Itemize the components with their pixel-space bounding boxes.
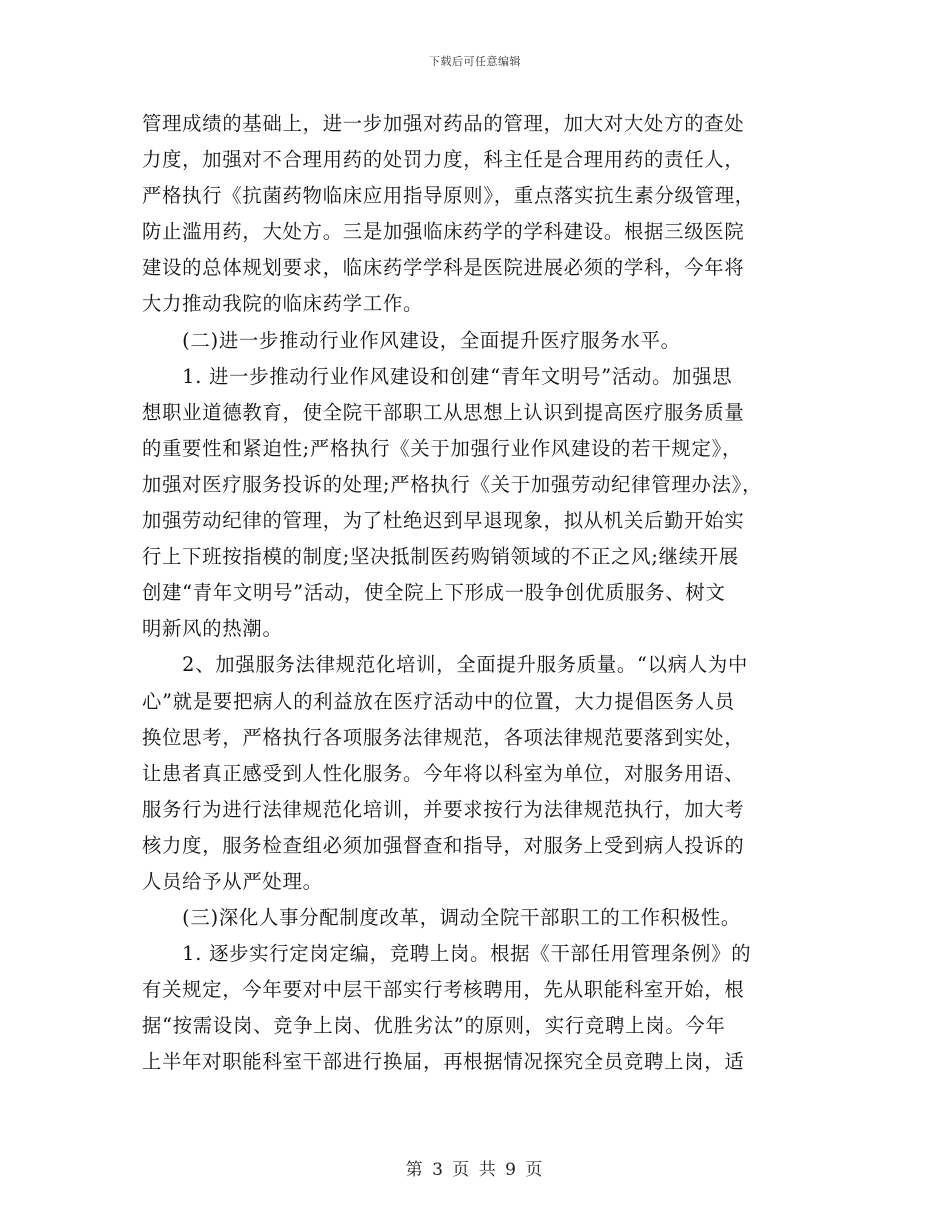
text-line: 管理成绩的基础上，进一步加强对药品的管理，加大对大处方的查处	[142, 112, 745, 135]
text-line: 行上下班按指模的制度;坚决抵制医药购销领域的不正之风;继续开展	[142, 545, 739, 569]
text-line: 加强对医疗服务投诉的处理;严格执行《关于加强劳动纪律管理办法》，	[142, 472, 763, 496]
text-line: 人员给予从严处理。	[142, 869, 323, 893]
text-line: 核力度，服务检查组必须加强督查和指导，对服务上受到病人投诉的	[142, 833, 745, 857]
text-line: 大力推动我院的临床药学工作。	[142, 292, 424, 316]
text-line: 创建“青年文明号”活动，使全院上下形成一股争创优质服务、树文	[142, 581, 726, 605]
section-heading: (三)深化人事分配制度改革，调动全院干部职工的工作积极性。	[142, 906, 741, 930]
page-number-footer: 第 3 页 共 9 页	[405, 1160, 545, 1180]
text-line: 有关规定，今年要对中层干部实行考核聘用，先从职能科室开始，根	[142, 978, 745, 1002]
text-line: 建设的总体规划要求，临床药学学科是医院进展必须的学科，今年将	[142, 256, 745, 280]
text-line: 加强劳动纪律的管理，为了杜绝迟到早退现象，拟从机关后勤开始实	[142, 509, 745, 533]
document-body	[142, 106, 818, 1081]
text-line: 明新风的热潮。	[142, 617, 283, 641]
text-line: 1. 进一步推动行业作风建设和创建“青年文明号”活动。加强思	[142, 364, 733, 388]
page-header: 下载后可任意编辑	[429, 55, 521, 68]
text-line: 1. 逐步实行定岗定编，竞聘上岗。根据《干部任用管理条例》的	[142, 942, 752, 966]
text-line: 心”就是要把病人的利益放在医疗活动中的位置，大力提倡医务人员	[142, 689, 736, 713]
text-line: 让患者真正感受到人性化服务。今年将以科室为单位，对服务用语、	[142, 761, 745, 785]
text-line: 上半年对职能科室干部进行换届，再根据情况探究全员竞聘上岗，适	[142, 1050, 745, 1074]
text-line: 的重要性和紧迫性;严格执行《关于加强行业作风建设的若干规定》，	[142, 436, 743, 460]
text-line: 据“按需设岗、竞争上岗、优胜劣汰”的原则，实行竞聘上岗。今年	[142, 1014, 726, 1038]
text-line: 2、加强服务法律规范化培训，全面提升服务质量。“以病人为中	[142, 653, 749, 677]
section-heading: (二)进一步推动行业作风建设，全面提升医疗服务水平。	[142, 328, 681, 352]
text-line: 换位思考，严格执行各项服务法律规范，各项法律规范要落到实处，	[142, 725, 745, 749]
text-line: 力度，加强对不合理用药的处罚力度，科主任是合理用药的责任人，	[142, 148, 745, 172]
text-line: 严格执行《抗菌药物临床应用指导原则》，重点落实抗生素分级管理，	[142, 184, 755, 208]
text-line: 服务行为进行法律规范化培训，并要求按行为法律规范执行，加大考	[142, 797, 745, 821]
text-line: 防止滥用药，大处方。三是加强临床药学的学科建设。根据三级医院	[142, 220, 745, 244]
text-line: 想职业道德教育，使全院干部职工从思想上认识到提高医疗服务质量	[142, 400, 745, 424]
